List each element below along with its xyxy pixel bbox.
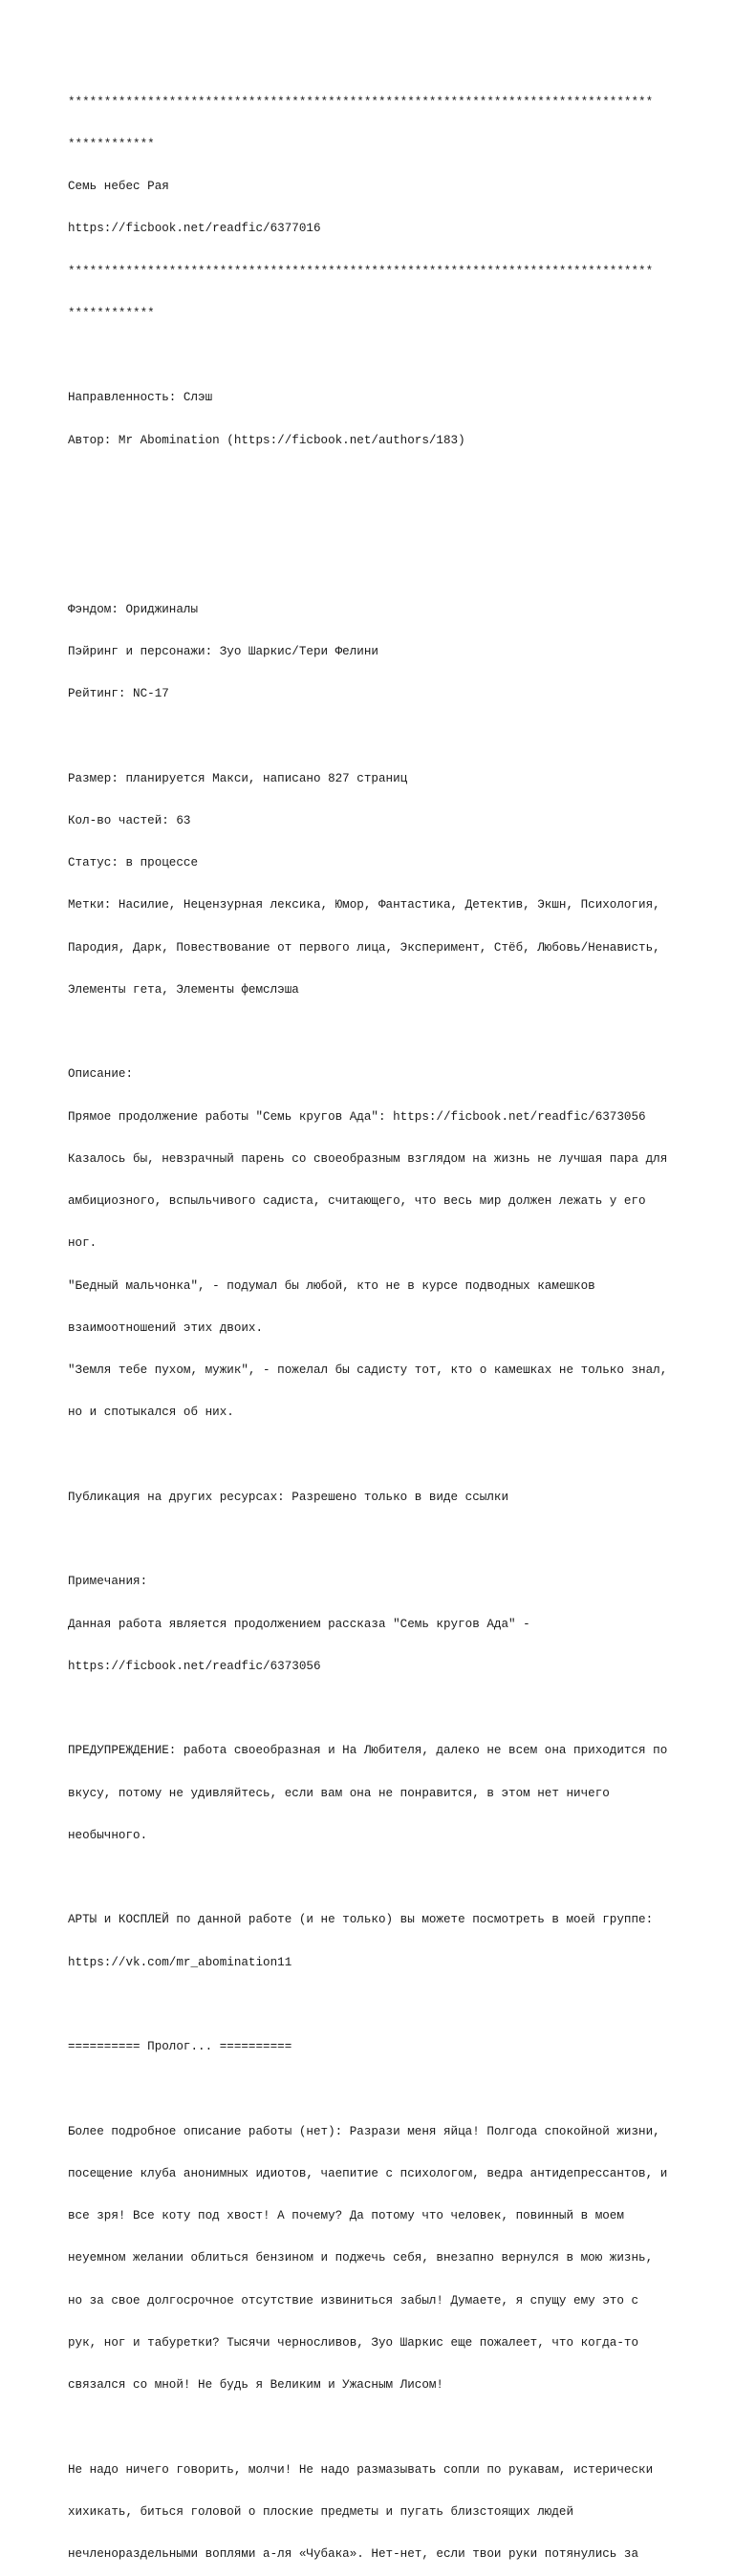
description-line: взаимоотношений этих двоих. [68, 1320, 264, 1335]
chapter-text-line: нечленораздельными воплями а-ля «Чубака». Нет-нет, если твои руки потянулись за [68, 2547, 639, 2561]
chapter-text-line: все зря! Все коту под хвост! А почему? Да потому что человек, повинный в моем [68, 2209, 624, 2222]
tags-line: Пародия, Дарк, Повествование от первого лица, Эксперимент, Стёб, Любовь/Ненависть, [68, 940, 660, 955]
document-page [68, 67, 680, 2576]
chapter-text-line: Более подробное описание работы (нет): Разрази меня яйца! Полгода спокойной жизни, [68, 2124, 660, 2138]
description-line: ног. [68, 1236, 97, 1251]
warning-line: необычного. [68, 1828, 148, 1842]
chapter-text-line: неуемном желании облиться бензином и поджечь себя, внезапно вернулся в мою жизнь, [68, 2251, 654, 2265]
publication-line: Публикация на других ресурсах: Разрешено только в виде ссылки [68, 1490, 509, 1504]
description-label: Описание: [68, 1067, 134, 1082]
chapter-text-line: хихикать, биться головой о плоские предметы и пугать близстоящих людей [68, 2504, 574, 2519]
chapter-text-line: посещение клуба анонимных идиотов, чаепитие с психологом, ведра антидепрессантов, и [68, 2166, 668, 2180]
work-url: https://ficbook.net/readfic/6377016 [68, 222, 321, 236]
chapter-text-line: связался со мной! Не будь я Великим и Ужасным Лисом! [68, 2378, 443, 2392]
stars-divider: ************ [68, 306, 155, 320]
notes-line: Данная работа является продолжением рассказа "Семь кругов Ада" - [68, 1617, 530, 1631]
stars-divider: ********************************************************************************* [68, 264, 654, 278]
warning-line: вкусу, потому не удивляйтесь, если вам она не понравится, в этом нет ничего [68, 1786, 610, 1800]
description-line: "Земля тебе пухом, мужик", - пожелал бы садисту тот, кто о камешках не только знал, [68, 1363, 668, 1377]
warning-line: ПРЕДУПРЕЖДЕНИЕ: работа своеобразная и На Любителя, далеко не всем она приходится по [68, 1744, 668, 1758]
stars-divider: ************ [68, 137, 155, 151]
description-line: амбициозного, вспыльчивого садиста, считающего, что весь мир должен лежать у его [68, 1194, 646, 1208]
chapter-text-line: рук, ног и табуретки? Тысячи черносливов, Зуо Шаркис еще пожалеет, что когда-то [68, 2335, 639, 2350]
status-line: Статус: в процессе [68, 856, 199, 869]
work-title: Семь небес Рая [68, 180, 169, 193]
author-line: Автор: Mr Abomination (https://ficbook.net/authors/183) [68, 433, 465, 447]
chapter-heading: ========== Пролог... ========== [68, 2040, 292, 2053]
tags-line: Метки: Насилие, Нецензурная лексика, Юмор, Фантастика, Детектив, Экшн, Психология, [68, 898, 660, 912]
pairing-line: Пэйринг и персонажи: Зуо Шаркис/Тери Фелини [68, 644, 378, 658]
fandom-line: Фэндом: Ориджиналы [68, 602, 199, 616]
arts-line: АРТЫ и КОСПЛЕЙ по данной работе (и не только) вы можете посмотреть в моей группе: [68, 1913, 654, 1927]
size-line: Размер: планируется Макси, написано 827 страниц [68, 771, 408, 785]
notes-line: https://ficbook.net/readfic/6373056 [68, 1659, 321, 1673]
chapter-text-line: но за свое долгосрочное отсутствие извиниться забыл! Думаете, я спущу ему это с [68, 2293, 639, 2308]
parts-line: Кол-во частей: 63 [68, 813, 191, 827]
stars-divider: ********************************************************************************* [68, 95, 654, 109]
description-line: но и спотыкался об них. [68, 1406, 234, 1420]
chapter-text-line: Не надо ничего говорить, молчи! Не надо размазывать сопли по рукавам, истерически [68, 2462, 654, 2477]
arts-line: https://vk.com/mr_abomination11 [68, 1955, 292, 1969]
tags-line: Элементы гета, Элементы фемслэша [68, 982, 299, 997]
notes-label: Примечания: [68, 1575, 148, 1589]
rating-line: Рейтинг: NC-17 [68, 687, 169, 700]
direction-line: Направленность: Слэш [68, 391, 213, 405]
description-line: Прямое продолжение работы "Семь кругов Ада": https://ficbook.net/readfic/6373056 [68, 1109, 646, 1124]
description-line: "Бедный мальчонка", - подумал бы любой, кто не в курсе подводных камешков [68, 1278, 595, 1293]
description-line: Казалось бы, невзрачный парень со своеобразным взглядом на жизнь не лучшая пара для [68, 1151, 668, 1166]
